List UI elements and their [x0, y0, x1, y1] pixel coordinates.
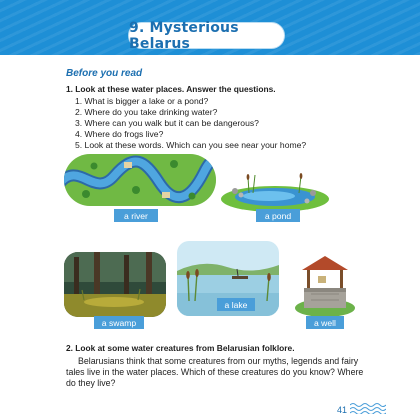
question-item: 3. Where can you walk but it can be dangerous?: [75, 118, 259, 128]
folklore-paragraph: Belarusians think that some creatures from our myths, legends and fairy tales live in the water places. Which of these creatures do you know? Where do they live?: [66, 356, 364, 388]
question-item: 2. Where do you take drinking water?: [75, 107, 218, 117]
wave-decoration-icon: [350, 402, 386, 414]
page-title: 9. Mysterious Belarus: [129, 19, 239, 52]
question-item: 1. What is bigger a lake or a pond?: [75, 96, 209, 106]
label-river: a river: [114, 209, 158, 222]
well-illustration: [294, 250, 356, 316]
question-item: 4. Where do frogs live?: [75, 129, 164, 139]
task-2-instruction: 2. Look at some water creatures from Belarusian folklore.: [66, 343, 295, 353]
label-swamp: a swamp: [94, 316, 144, 329]
swamp-illustration: [64, 252, 166, 317]
label-well: a well: [306, 316, 344, 329]
label-lake: a lake: [217, 298, 255, 311]
pond-illustration: [219, 169, 331, 213]
question-item: 5. Look at these words. Which can you see near your home?: [75, 140, 307, 150]
section-label: Before you read: [66, 68, 143, 79]
question-list: [75, 96, 306, 151]
title-pill: [128, 19, 285, 52]
river-illustration: [64, 154, 216, 206]
label-pond: a pond: [256, 209, 300, 222]
task-1-instruction: 1. Look at these water places. Answer the questions.: [66, 84, 276, 94]
page-number: 41: [337, 405, 348, 415]
